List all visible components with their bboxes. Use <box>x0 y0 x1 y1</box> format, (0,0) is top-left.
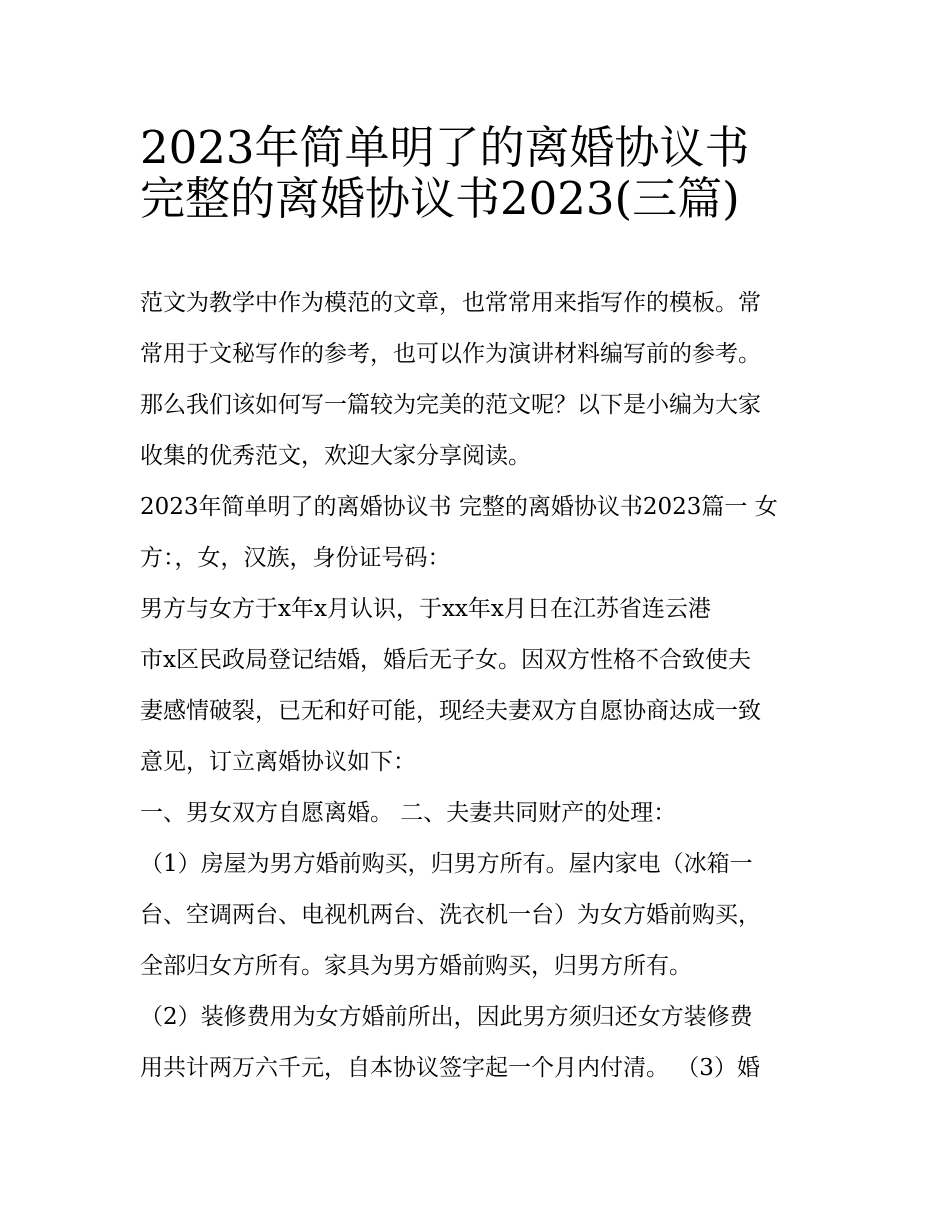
body-line: 范文为教学中作为模范的文章，也常常用来指写作的模板。常 <box>140 290 761 316</box>
body-line: 一、男女双方自愿离婚。 二、夫妻共同财产的处理： <box>140 800 677 826</box>
document-title <box>140 116 820 225</box>
body-line: （1）房屋为男方婚前购买，归男方所有。屋内家电（冰箱一 <box>140 851 753 877</box>
body-line: 男方与女方于x年x月认识，于xx年x月日在江苏省连云港 <box>140 596 711 622</box>
body-line: 方：，女，汉族，身份证号码： <box>140 545 451 571</box>
body-line: 2023年简单明了的离婚协议书 完整的离婚协议书2023篇一 女 <box>140 494 778 520</box>
title-line-2: 完整的离婚协议书2023(三篇) <box>140 172 740 225</box>
body-line: 全部归女方所有。家具为男方婚前购买，归男方所有。 <box>140 953 692 979</box>
body-line: 市x区民政局登记结婚，婚后无子女。因双方性格不合致使夫 <box>140 647 751 673</box>
body-line: 台、空调两台、电视机两台、洗衣机一台）为女方婚前购买， <box>140 902 761 928</box>
body-line: 收集的优秀范文，欢迎大家分享阅读。 <box>140 443 531 469</box>
title-line-1: 2023年简单明了的离婚协议书 <box>140 121 750 174</box>
body-line: 意见，订立离婚协议如下： <box>140 749 416 775</box>
body-line: 妻感情破裂，已无和好可能，现经夫妻双方自愿协商达成一致 <box>140 698 761 724</box>
document-body <box>140 278 820 1094</box>
body-line: （2）装修费用为女方婚前所出，因此男方须归还女方装修费 <box>140 1004 753 1030</box>
body-line: 那么我们该如何写一篇较为完美的范文呢？以下是小编为大家 <box>140 392 761 418</box>
body-line: 用共计两万六千元，自本协议签字起一个月内付清。 （3）婚 <box>140 1055 760 1081</box>
body-line: 常用于文秘写作的参考，也可以作为演讲材料编写前的参考。 <box>140 341 761 367</box>
